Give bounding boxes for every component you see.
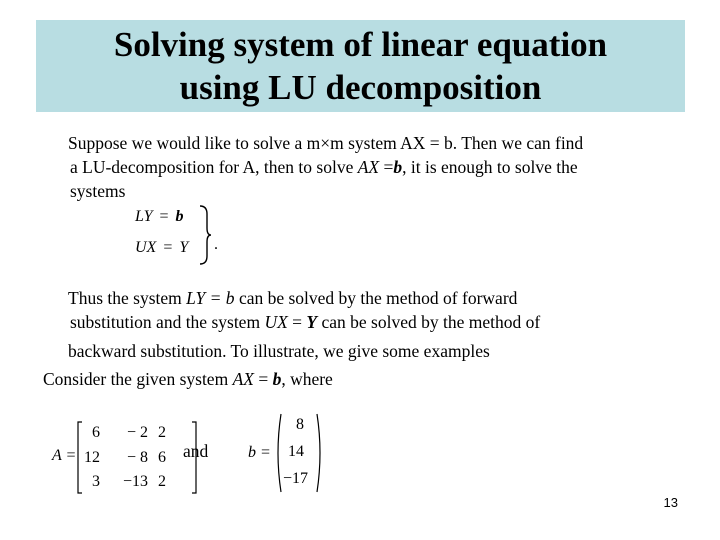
para2-line-1-text-b: can be solved by the method of forward	[234, 288, 518, 308]
para3-text-a: Consider the given system	[43, 369, 233, 389]
system-period: .	[214, 236, 218, 253]
para3-line	[43, 368, 333, 390]
matrix-a-label: A =	[52, 447, 77, 464]
para2-line-2-eq: =	[287, 312, 307, 332]
para2-line-2-text-b: can be solved by the method of	[317, 312, 541, 332]
system-eq1	[135, 208, 184, 226]
right-brace	[198, 204, 212, 266]
title-banner	[36, 20, 685, 112]
eq1-rhs: b	[175, 208, 184, 225]
matrix-a	[52, 420, 182, 495]
a-cell-1-1: 6	[92, 424, 100, 441]
eq1-lhs: LY	[135, 208, 153, 225]
eq2-equals: =	[163, 239, 173, 256]
b-value-1: 8	[296, 416, 304, 433]
b-value-2: 14	[288, 443, 304, 460]
para1-line-1: Suppose we would like to solve a m×m system AX = b. Then we can find	[68, 133, 584, 153]
b-value-3: −17	[282, 470, 308, 487]
para3-text-c: , where	[281, 369, 333, 389]
slide-title-line-2: using LU decomposition	[179, 68, 542, 107]
para1-line-3: systems	[70, 181, 126, 201]
a-cell-2-3: 6	[158, 449, 166, 466]
a-cell-3-2: −13	[122, 473, 148, 490]
para3-ax: AX	[232, 369, 254, 389]
a-cell-2-2: − 8	[126, 449, 148, 466]
system-eq2	[135, 239, 188, 257]
a-cell-1-2: − 2	[126, 424, 148, 441]
page-number: 13	[663, 495, 678, 510]
para2-line-1	[68, 287, 517, 309]
a-cell-3-3: 2	[158, 473, 166, 490]
para2-line-1-ly: LY = b	[186, 288, 235, 308]
para1-line-2-ax: AX	[357, 157, 380, 177]
para3-b: b	[272, 369, 282, 389]
para2-line-2-y: Y	[306, 312, 318, 332]
para2-line-2-ux: UX	[264, 312, 288, 332]
para3-eq: =	[253, 369, 273, 389]
para1-line-2-text-c: , it is enough to solve the	[402, 157, 578, 177]
para2-line-2-text-a: substitution and the system	[70, 312, 265, 332]
para2-line-3: backward substitution. To illustrate, we give some examples	[68, 341, 490, 361]
vector-b-label: b =	[248, 444, 271, 461]
eq2-lhs: UX	[135, 239, 157, 256]
para2-line-1-text-a: Thus the system	[68, 288, 187, 308]
a-cell-2-1: 12	[84, 449, 100, 466]
para1-line-2	[70, 156, 578, 178]
para1-line-2-text-a: a LU-decomposition for A, then to solve	[70, 157, 358, 177]
vector-b	[248, 412, 328, 497]
para1-line-2-eq: =	[379, 157, 394, 177]
a-cell-3-1: 3	[92, 473, 100, 490]
slide-title-line-1: Solving system of linear equation	[113, 25, 608, 64]
para1-line-2-b: b	[393, 157, 403, 177]
para2-line-2	[70, 311, 540, 333]
and-label: and	[183, 441, 209, 461]
a-cell-1-3: 2	[158, 424, 166, 441]
eq1-equals: =	[159, 208, 169, 225]
eq2-rhs: Y	[179, 239, 189, 256]
